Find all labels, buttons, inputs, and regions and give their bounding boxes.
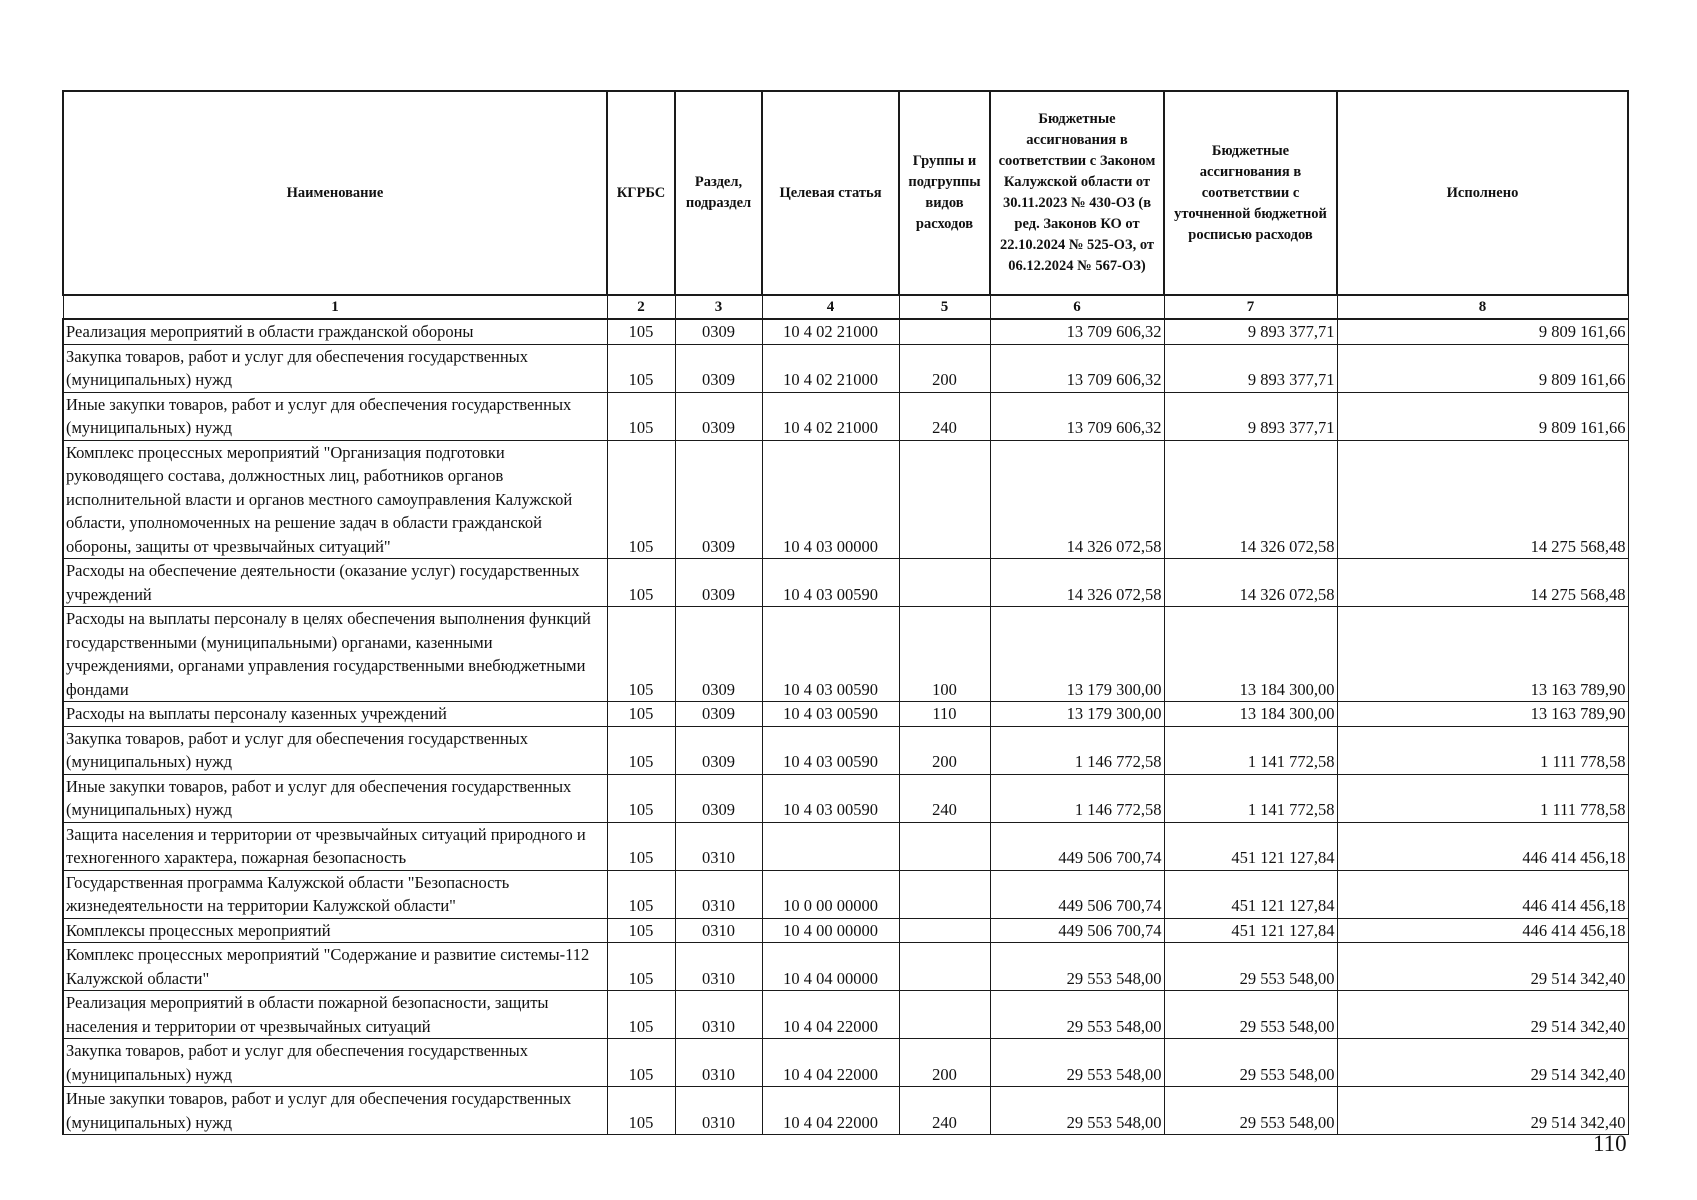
cell-group: 200: [899, 344, 990, 392]
header-refined: Бюджетные ассигнования в соответствии с уточненной бюджетной росписью расходов: [1164, 91, 1337, 295]
cell-razdel: 0309: [675, 392, 762, 440]
cell-razdel: 0309: [675, 440, 762, 559]
cell-name: Расходы на выплаты персоналу в целях обеспечения выполнения функций государственными (муниципальными) органами, казенными учреждениями, органами управления государственными внебюджетными фондами: [63, 607, 607, 702]
cell-refined-amount: 9 893 377,71: [1164, 319, 1337, 344]
cell-refined-amount: 1 141 772,58: [1164, 774, 1337, 822]
cell-executed-amount: 1 111 778,58: [1337, 726, 1628, 774]
cell-razdel: 0310: [675, 870, 762, 918]
cell-name: Комплексы процессных мероприятий: [63, 918, 607, 943]
cell-kgrbs: 105: [607, 870, 675, 918]
cell-kgrbs: 105: [607, 559, 675, 607]
cell-law-amount: 29 553 548,00: [990, 943, 1164, 991]
table-row: [63, 774, 1628, 822]
cell-kgrbs: 105: [607, 918, 675, 943]
cell-law-amount: 13 709 606,32: [990, 392, 1164, 440]
cell-group: 240: [899, 774, 990, 822]
cell-executed-amount: 446 414 456,18: [1337, 870, 1628, 918]
cell-group: 200: [899, 1039, 990, 1087]
cell-group: 110: [899, 702, 990, 727]
header-executed: Исполнено: [1337, 91, 1628, 295]
cell-kgrbs: 105: [607, 392, 675, 440]
cell-group: [899, 991, 990, 1039]
table-row: [63, 726, 1628, 774]
cell-executed-amount: 446 414 456,18: [1337, 822, 1628, 870]
cell-law-amount: 449 506 700,74: [990, 822, 1164, 870]
cell-kgrbs: 105: [607, 607, 675, 702]
cell-razdel: 0309: [675, 702, 762, 727]
cell-target: 10 4 04 00000: [762, 943, 899, 991]
header-razdel: Раздел, подраздел: [675, 91, 762, 295]
table-row: [63, 870, 1628, 918]
budget-table: [62, 90, 1629, 1135]
cell-group: [899, 440, 990, 559]
cell-refined-amount: 9 893 377,71: [1164, 392, 1337, 440]
cell-executed-amount: 29 514 342,40: [1337, 991, 1628, 1039]
table-row: [63, 392, 1628, 440]
cell-group: [899, 559, 990, 607]
cell-target: 10 0 00 00000: [762, 870, 899, 918]
cell-target: 10 4 04 22000: [762, 1087, 899, 1135]
cell-razdel: 0310: [675, 943, 762, 991]
cell-law-amount: 14 326 072,58: [990, 559, 1164, 607]
cell-kgrbs: 105: [607, 1039, 675, 1087]
header-row: [63, 91, 1628, 295]
column-number: 6: [990, 295, 1164, 319]
cell-kgrbs: 105: [607, 991, 675, 1039]
cell-razdel: 0310: [675, 918, 762, 943]
cell-kgrbs: 105: [607, 822, 675, 870]
cell-group: 240: [899, 1087, 990, 1135]
table-row: [63, 440, 1628, 559]
cell-name: Закупка товаров, работ и услуг для обеспечения государственных (муниципальных) нужд: [63, 726, 607, 774]
table-row: [63, 702, 1628, 727]
table-row: [63, 559, 1628, 607]
cell-executed-amount: 9 809 161,66: [1337, 344, 1628, 392]
cell-refined-amount: 451 121 127,84: [1164, 822, 1337, 870]
table-row: [63, 344, 1628, 392]
cell-executed-amount: 13 163 789,90: [1337, 607, 1628, 702]
cell-target: 10 4 03 00590: [762, 559, 899, 607]
cell-kgrbs: 105: [607, 440, 675, 559]
column-number: 8: [1337, 295, 1628, 319]
cell-refined-amount: 29 553 548,00: [1164, 991, 1337, 1039]
cell-refined-amount: 451 121 127,84: [1164, 918, 1337, 943]
cell-refined-amount: 29 553 548,00: [1164, 943, 1337, 991]
cell-target: 10 4 00 00000: [762, 918, 899, 943]
cell-law-amount: 29 553 548,00: [990, 1039, 1164, 1087]
cell-target: 10 4 03 00590: [762, 702, 899, 727]
column-number: 3: [675, 295, 762, 319]
column-number: 4: [762, 295, 899, 319]
cell-name: Реализация мероприятий в области гражданской обороны: [63, 319, 607, 344]
cell-law-amount: 14 326 072,58: [990, 440, 1164, 559]
cell-law-amount: 29 553 548,00: [990, 991, 1164, 1039]
cell-target: 10 4 02 21000: [762, 319, 899, 344]
cell-target: 10 4 03 00590: [762, 607, 899, 702]
cell-name: Иные закупки товаров, работ и услуг для обеспечения государственных (муниципальных) нужд: [63, 774, 607, 822]
cell-target: 10 4 03 00000: [762, 440, 899, 559]
table-row: [63, 1087, 1628, 1135]
cell-name: Государственная программа Калужской области "Безопасность жизнедеятельности на территории Калужской области": [63, 870, 607, 918]
cell-razdel: 0309: [675, 607, 762, 702]
cell-name: Расходы на обеспечение деятельности (оказание услуг) государственных учреждений: [63, 559, 607, 607]
cell-name: Комплекс процессных мероприятий "Содержание и развитие системы-112 Калужской области": [63, 943, 607, 991]
column-number-row: [63, 295, 1628, 319]
cell-group: [899, 918, 990, 943]
cell-executed-amount: 9 809 161,66: [1337, 319, 1628, 344]
cell-executed-amount: 1 111 778,58: [1337, 774, 1628, 822]
cell-name: Иные закупки товаров, работ и услуг для обеспечения государственных (муниципальных) нужд: [63, 392, 607, 440]
cell-law-amount: 1 146 772,58: [990, 774, 1164, 822]
header-kgrbs: КГРБС: [607, 91, 675, 295]
cell-refined-amount: 13 184 300,00: [1164, 607, 1337, 702]
cell-name: Расходы на выплаты персоналу казенных учреждений: [63, 702, 607, 727]
cell-kgrbs: 105: [607, 319, 675, 344]
cell-refined-amount: 9 893 377,71: [1164, 344, 1337, 392]
cell-refined-amount: 1 141 772,58: [1164, 726, 1337, 774]
cell-group: 100: [899, 607, 990, 702]
cell-razdel: 0310: [675, 1087, 762, 1135]
cell-law-amount: 13 709 606,32: [990, 344, 1164, 392]
cell-razdel: 0310: [675, 822, 762, 870]
cell-razdel: 0309: [675, 559, 762, 607]
cell-refined-amount: 14 326 072,58: [1164, 440, 1337, 559]
cell-executed-amount: 446 414 456,18: [1337, 918, 1628, 943]
table-row: [63, 319, 1628, 344]
table-body: [63, 319, 1628, 1135]
header-target: Целевая статья: [762, 91, 899, 295]
cell-name: Иные закупки товаров, работ и услуг для обеспечения государственных (муниципальных) нужд: [63, 1087, 607, 1135]
table-row: [63, 918, 1628, 943]
cell-refined-amount: 451 121 127,84: [1164, 870, 1337, 918]
cell-executed-amount: 29 514 342,40: [1337, 943, 1628, 991]
table-row: [63, 607, 1628, 702]
table-row: [63, 991, 1628, 1039]
cell-razdel: 0309: [675, 344, 762, 392]
cell-executed-amount: 9 809 161,66: [1337, 392, 1628, 440]
cell-name: Закупка товаров, работ и услуг для обеспечения государственных (муниципальных) нужд: [63, 1039, 607, 1087]
page-number: 110: [1593, 1131, 1627, 1156]
cell-razdel: 0309: [675, 726, 762, 774]
cell-target: 10 4 02 21000: [762, 344, 899, 392]
cell-group: [899, 943, 990, 991]
column-number: 1: [63, 295, 607, 319]
cell-law-amount: 13 179 300,00: [990, 702, 1164, 727]
table-row: [63, 943, 1628, 991]
cell-group: 240: [899, 392, 990, 440]
cell-group: [899, 870, 990, 918]
cell-executed-amount: 29 514 342,40: [1337, 1039, 1628, 1087]
cell-kgrbs: 105: [607, 344, 675, 392]
cell-kgrbs: 105: [607, 774, 675, 822]
cell-refined-amount: 14 326 072,58: [1164, 559, 1337, 607]
cell-razdel: 0310: [675, 991, 762, 1039]
cell-law-amount: 29 553 548,00: [990, 1087, 1164, 1135]
column-number: 7: [1164, 295, 1337, 319]
cell-name: Защита населения и территории от чрезвычайных ситуаций природного и техногенного характера, пожарная безопасность: [63, 822, 607, 870]
cell-razdel: 0310: [675, 1039, 762, 1087]
cell-executed-amount: 14 275 568,48: [1337, 559, 1628, 607]
cell-law-amount: 1 146 772,58: [990, 726, 1164, 774]
cell-refined-amount: 13 184 300,00: [1164, 702, 1337, 727]
cell-target: 10 4 02 21000: [762, 392, 899, 440]
cell-law-amount: 449 506 700,74: [990, 918, 1164, 943]
cell-razdel: 0309: [675, 774, 762, 822]
cell-name: Реализация мероприятий в области пожарной безопасности, защиты населения и территории от чрезвычайных ситуаций: [63, 991, 607, 1039]
header-group: Группы и подгруппы видов расходов: [899, 91, 990, 295]
column-number: 2: [607, 295, 675, 319]
cell-kgrbs: 105: [607, 1087, 675, 1135]
cell-executed-amount: 14 275 568,48: [1337, 440, 1628, 559]
cell-target: 10 4 04 22000: [762, 991, 899, 1039]
cell-law-amount: 13 179 300,00: [990, 607, 1164, 702]
cell-executed-amount: 29 514 342,40: [1337, 1087, 1628, 1135]
cell-target: [762, 822, 899, 870]
cell-kgrbs: 105: [607, 943, 675, 991]
cell-law-amount: 13 709 606,32: [990, 319, 1164, 344]
cell-refined-amount: 29 553 548,00: [1164, 1087, 1337, 1135]
cell-target: 10 4 03 00590: [762, 726, 899, 774]
table-row: [63, 1039, 1628, 1087]
cell-refined-amount: 29 553 548,00: [1164, 1039, 1337, 1087]
cell-group: 200: [899, 726, 990, 774]
cell-target: 10 4 03 00590: [762, 774, 899, 822]
table-row: [63, 822, 1628, 870]
header-law: Бюджетные ассигнования в соответствии с Законом Калужской области от 30.11.2023 № 430-ОЗ (в ред. Законов КО от 22.10.2024 № 525-ОЗ, от 06.12.2024 № 567-ОЗ): [990, 91, 1164, 295]
cell-name: Закупка товаров, работ и услуг для обеспечения государственных (муниципальных) нужд: [63, 344, 607, 392]
cell-target: 10 4 04 22000: [762, 1039, 899, 1087]
header-name: Наименование: [63, 91, 607, 295]
cell-group: [899, 319, 990, 344]
cell-name: Комплекс процессных мероприятий "Организация подготовки руководящего состава, должностных лиц, работников органов исполнительной власти и органов местного самоуправления Калужской области, уполномоченных на решение задач в области гражданской обороны, защиты от чрезвычайных ситуаций": [63, 440, 607, 559]
column-number: 5: [899, 295, 990, 319]
cell-group: [899, 822, 990, 870]
cell-law-amount: 449 506 700,74: [990, 870, 1164, 918]
cell-executed-amount: 13 163 789,90: [1337, 702, 1628, 727]
cell-razdel: 0309: [675, 319, 762, 344]
cell-kgrbs: 105: [607, 702, 675, 727]
cell-kgrbs: 105: [607, 726, 675, 774]
